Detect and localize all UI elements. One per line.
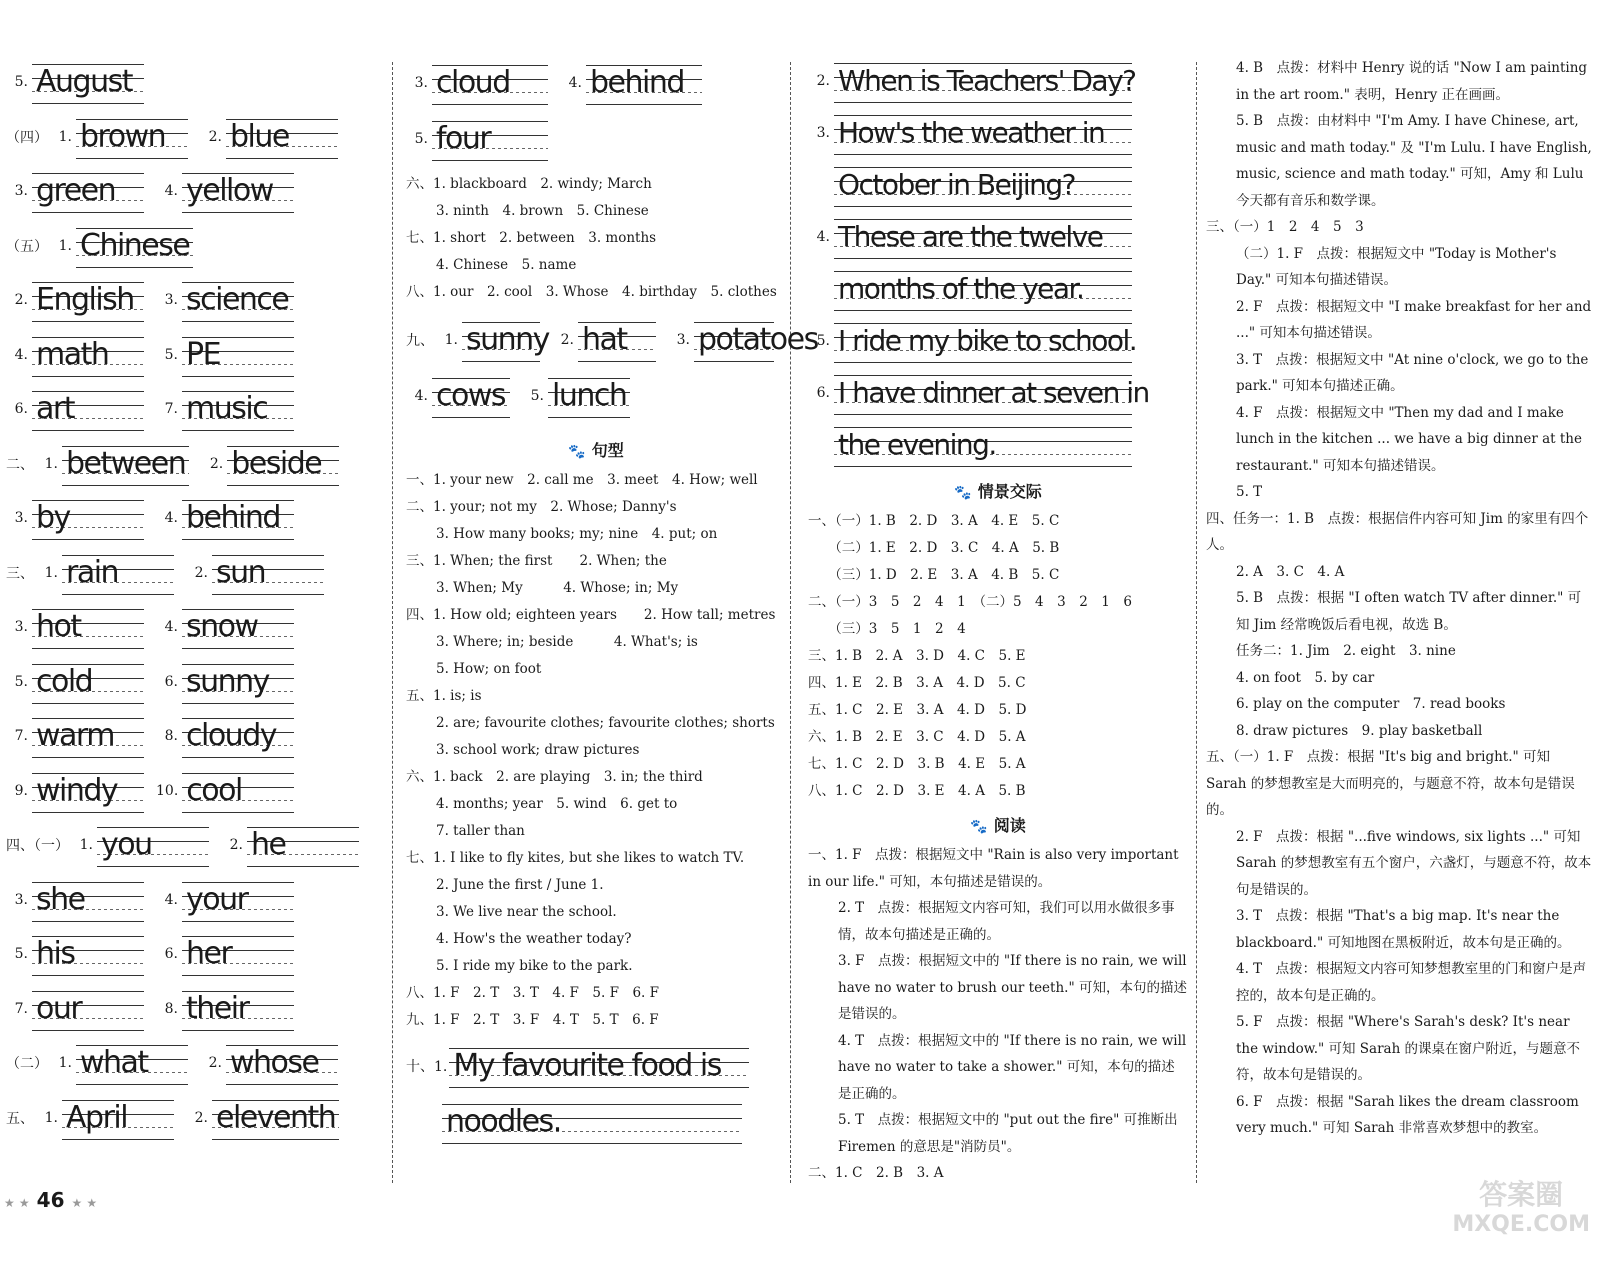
answer-line: 3. Where; in; beside 4. What's; is xyxy=(436,634,698,650)
handwriting-row xyxy=(6,655,386,710)
handwriting-row xyxy=(6,1091,386,1146)
section-title-situational-dialogue: 🐾 情景交际 xyxy=(954,482,1042,501)
handwritten-answer: potatoes xyxy=(694,318,774,362)
answer-line: 五、1. C 2. E 3. A 4. D 5. D xyxy=(808,702,1027,718)
writing-line xyxy=(808,263,1188,315)
answer-line: 七、1. C 2. D 3. B 4. E 5. A xyxy=(808,756,1026,772)
writing-line xyxy=(808,315,1188,367)
item-number: 4. xyxy=(568,75,582,91)
answer-paragraph: 5. T xyxy=(1236,484,1263,500)
handwritten-answer: yellow xyxy=(182,169,294,213)
section-label: 九、 xyxy=(406,333,434,349)
section-label: 二、 xyxy=(6,456,34,473)
answer-line: 六、1. B 2. E 3. C 4. D 5. A xyxy=(808,729,1026,745)
handwritten-answer: your xyxy=(182,878,294,922)
section-label: （五） xyxy=(6,238,48,255)
item-number: 3. xyxy=(816,125,830,141)
section-title-reading: 🐾 阅读 xyxy=(970,816,1026,835)
handwritten-answer: music xyxy=(182,387,294,431)
item-number: 4. xyxy=(816,229,830,245)
answer-line: 九、1. F 2. T 3. F 4. T 5. T 6. F xyxy=(406,1012,659,1028)
handwritten-answer: Chinese xyxy=(76,224,193,268)
answer-line: 一、（一）1. B 2. D 3. A 4. E 5. C xyxy=(808,513,1060,529)
handwritten-answer: windy xyxy=(32,769,144,813)
handwritten-answer: she xyxy=(32,878,144,922)
handwriting-row xyxy=(6,491,386,546)
answer-line: 三、1. B 2. A 3. D 4. C 5. E xyxy=(808,648,1026,664)
item-number: 6. xyxy=(14,401,28,418)
reading-answer: 2. T 点拨：根据短文内容可知，我们可以用水做很多事情，故本句描述是正确的。 xyxy=(838,900,1175,943)
handwritten-answer: behind xyxy=(182,496,294,540)
answer-line: 7. taller than xyxy=(436,823,525,839)
item-number: 1. xyxy=(444,332,458,348)
item-number: 4. xyxy=(164,183,178,200)
answer-line: 七、1. short 2. between 3. months xyxy=(406,230,657,246)
column-separator xyxy=(1196,62,1197,1183)
item-number: 6. xyxy=(816,385,830,401)
answer-line: 四、1. How old; eighteen years 2. How tall; metres xyxy=(406,607,776,623)
reading-answer: 3. F 点拨：根据短文中的 "If there is no rain, we will have no water to brush our teeth." 可知，本句的描述是错误的。 xyxy=(838,953,1187,1022)
handwritten-sentence: How's the weather in xyxy=(834,111,1132,155)
watermark: 答案圈 MXQE.COM xyxy=(1452,1178,1590,1237)
handwritten-answer: what xyxy=(76,1041,188,1085)
item-number: 5. xyxy=(530,388,544,404)
handwritten-answer: cold xyxy=(32,660,144,704)
item-number: 4. xyxy=(164,619,178,636)
handwriting-line: noodles. xyxy=(442,1100,742,1144)
answer-line: （三）3 5 1 2 4 xyxy=(808,621,966,637)
handwriting-row xyxy=(6,328,386,383)
writing-line xyxy=(808,367,1188,419)
handwriting-row xyxy=(406,55,786,111)
handwritten-answer: PE xyxy=(182,333,294,377)
handwritten-answer: blue xyxy=(226,115,338,159)
answer-paragraph: 4. F 点拨：根据短文中 "Then my dad and I make lunch in the kitchen ... we have a big dinner at the restaurant." 可知本句描述错误。 xyxy=(1236,404,1582,474)
handwritten-sentence: months of the year. xyxy=(834,267,1132,311)
handwriting-row xyxy=(6,764,386,819)
answer-paragraph: 4. B 点拨：材料中 Henry 说的话 "Now I am painting in the art room." 表明，Henry 正在画画。 xyxy=(1236,60,1588,103)
handwritten-answer: four xyxy=(432,117,548,161)
handwriting-row xyxy=(6,709,386,764)
handwritten-answer: by xyxy=(32,496,144,540)
answer-paragraph: 三、（一）1 2 4 5 3 xyxy=(1206,219,1364,235)
item-number: 2. xyxy=(208,1055,222,1072)
answer-paragraph: 5. B 点拨：根据 "I often watch TV after dinner." 可知 Jim 经常晚饭后看电视，故选 B。 xyxy=(1236,590,1582,633)
handwritten-answer: warm xyxy=(32,714,144,758)
answer-column-2 xyxy=(406,55,818,1195)
answer-line: 五、1. is; is xyxy=(406,688,482,704)
answer-line: 4. Chinese 5. name xyxy=(436,257,577,273)
item-number: 2. xyxy=(229,837,243,854)
section-label: （二） xyxy=(6,1056,48,1073)
handwriting-row xyxy=(406,111,786,167)
item-number: 5. xyxy=(14,673,28,690)
handwritten-answer: their xyxy=(182,987,294,1031)
item-number: 3. xyxy=(14,619,28,636)
section-label: （四） xyxy=(6,129,48,146)
handwriting-row xyxy=(6,110,386,165)
handwritten-answer: math xyxy=(32,333,144,377)
handwritten-answer: April xyxy=(62,1096,174,1140)
item-number: 10. xyxy=(156,782,179,799)
item-number: 5. xyxy=(14,74,28,91)
writing-line xyxy=(808,419,1188,471)
handwriting-row xyxy=(6,600,386,655)
answer-line: 八、1. our 2. cool 3. Whose 4. birthday 5. clothes xyxy=(406,284,777,300)
section-title-sentence-patterns: 🐾 句型 xyxy=(568,441,624,460)
handwriting-row xyxy=(406,368,786,424)
answer-line: 六、1. back 2. are playing 3. in; the third xyxy=(406,769,703,785)
item-number: 5. xyxy=(816,333,830,349)
answer-paragraph: 2. A 3. C 4. A xyxy=(1236,563,1345,580)
answer-paragraph: 四、任务一：1. B 点拨：根据信件内容可知 Jim 的家里有四个人。 xyxy=(1206,510,1589,553)
answer-line: 七、1. I like to fly kites, but she likes to watch TV. xyxy=(406,850,745,866)
handwritten-answer: hot xyxy=(32,605,144,649)
section-label: 四、（一） xyxy=(6,838,69,855)
handwriting-row xyxy=(6,818,386,873)
page-number: ★ ★ 46 ★ ★ xyxy=(4,1188,98,1212)
answer-line: 3. school work; draw pictures xyxy=(436,742,640,758)
item-number: 6. xyxy=(164,946,178,963)
handwritten-answer: you xyxy=(97,823,209,867)
item-number: 1. xyxy=(58,237,72,254)
answer-line: 二、1. your; not my 2. Whose; Danny's xyxy=(406,499,677,515)
handwritten-sentence: October in Beijing? xyxy=(834,163,1132,207)
handwriting-row xyxy=(6,382,386,437)
handwritten-answer: green xyxy=(32,169,144,213)
handwriting-row xyxy=(6,982,386,1037)
item-number: 4. xyxy=(164,891,178,908)
handwriting-row xyxy=(406,312,818,368)
item-number: 7. xyxy=(164,401,178,418)
handwritten-answer: behind xyxy=(586,61,702,105)
item-number: 5. xyxy=(164,346,178,363)
item-number: 1. xyxy=(44,1109,58,1126)
handwritten-answer: hat xyxy=(578,318,656,362)
handwritten-answer: eleventh xyxy=(212,1096,339,1140)
answer-paragraph: 8. draw pictures 9. play basketball xyxy=(1236,722,1483,739)
item-number: 2. xyxy=(208,128,222,145)
answer-column-1 xyxy=(6,55,386,1195)
handwriting-row xyxy=(6,1036,386,1091)
handwritten-answer: snow xyxy=(182,605,294,649)
item-number: 5. xyxy=(414,131,428,147)
column-separator xyxy=(790,62,791,1183)
answer-line: 3. ninth 4. brown 5. Chinese xyxy=(436,203,649,219)
handwritten-sentence: These are the twelve xyxy=(834,215,1132,259)
handwritten-answer: beside xyxy=(227,442,339,486)
answer-line: 六、1. blackboard 2. windy; March xyxy=(406,176,652,192)
item-number: 1. xyxy=(58,1055,72,1072)
handwritten-answer: her xyxy=(182,932,294,976)
handwriting-row xyxy=(6,273,386,328)
answer-line: 二、1. C 2. B 3. A xyxy=(808,1165,944,1181)
answer-line: 3. When; My 4. Whose; in; My xyxy=(436,580,679,596)
handwritten-answer: our xyxy=(32,987,144,1031)
handwriting-row xyxy=(6,55,386,110)
writing-line xyxy=(808,55,1188,107)
answer-line: 八、1. F 2. T 3. T 4. F 5. F 6. F xyxy=(406,985,660,1001)
answer-line: 3. How many books; my; nine 4. put; on xyxy=(436,526,718,542)
answer-line: 5. I ride my bike to the park. xyxy=(436,958,633,974)
handwritten-answer: August xyxy=(32,60,144,104)
section-label: 五、 xyxy=(6,1110,34,1127)
section-label: 三、 xyxy=(6,565,34,582)
answer-paragraph: 6. F 点拨：根据 "Sarah likes the dream classroom very much." 可知 Sarah 非常喜欢梦想中的教室。 xyxy=(1236,1093,1579,1136)
answer-line: 一、1. your new 2. call me 3. meet 4. How; well xyxy=(406,472,758,488)
item-number: 2. xyxy=(560,332,574,348)
item-number: 3. xyxy=(676,332,690,348)
paw-icon: 🐾 xyxy=(954,485,972,501)
star-icon: ★ ★ xyxy=(4,1196,30,1210)
handwriting-row xyxy=(6,164,386,219)
answer-line: （三）1. D 2. E 3. A 4. B 5. C xyxy=(808,567,1060,583)
item-number: 7. xyxy=(14,728,28,745)
answer-line: 2. are; favourite clothes; favourite clothes; shorts xyxy=(436,715,775,731)
answer-paragraph: 4. on foot 5. by car xyxy=(1236,669,1375,686)
handwritten-answer: between xyxy=(62,442,189,486)
paw-icon: 🐾 xyxy=(970,819,988,835)
answer-line: 3. We live near the school. xyxy=(436,904,617,920)
handwritten-answer: sunny xyxy=(182,660,294,704)
writing-line xyxy=(808,211,1188,263)
handwritten-answer: cloudy xyxy=(182,714,294,758)
answer-paragraph: 5. F 点拨：根据 "Where's Sarah's desk? It's near the window." 可知 Sarah 的课桌在窗户附近，与题意不符，故本句是错误的。 xyxy=(1236,1014,1581,1083)
answer-line: 八、1. C 2. D 3. E 4. A 5. B xyxy=(808,783,1026,799)
handwriting-row xyxy=(6,546,386,601)
handwritten-answer: English xyxy=(32,278,144,322)
item-number: 3. xyxy=(14,891,28,908)
handwritten-answer: his xyxy=(32,932,144,976)
answer-column-4 xyxy=(1206,55,1592,1195)
answer-paragraph: 任务二：1. Jim 2. eight 3. nine xyxy=(1236,643,1456,659)
handwritten-sentence: When is Teachers' Day? xyxy=(834,59,1132,103)
answer-paragraph: （二）1. F 点拨：根据短文中 "Today is Mother's Day." 可知本句描述错误。 xyxy=(1236,245,1557,288)
answer-paragraph: 3. T 点拨：根据 "That's a big map. It's near the blackboard." 可知地图在黑板附近，故本句是正确的。 xyxy=(1236,908,1571,951)
handwritten-answer: sun xyxy=(212,551,324,595)
item-number: 1. xyxy=(58,128,72,145)
answer-paragraph: 五、（一）1. F 点拨：根据 "It's big and bright." 可知 Sarah 的梦想教室是大而明亮的，与题意不符，故本句是错误的。 xyxy=(1206,749,1575,818)
item-number: 2. xyxy=(14,292,28,309)
handwriting-row xyxy=(6,873,386,928)
handwritten-sentence: I have dinner at seven in xyxy=(834,371,1132,415)
column-separator xyxy=(392,62,393,1183)
answer-line: 二、（一）3 5 2 4 1 （二）5 4 3 2 1 6 xyxy=(808,594,1132,610)
item-number: 2. xyxy=(209,455,224,472)
handwritten-answer: science xyxy=(182,278,294,322)
answer-line: 2. June the first / June 1. xyxy=(436,877,604,893)
handwritten-sentence: I ride my bike to school. xyxy=(834,319,1132,363)
item-number: 8. xyxy=(164,728,178,745)
item-number: 1. xyxy=(44,564,58,581)
item-number: 1. xyxy=(79,837,93,854)
answer-paragraph: 2. F 点拨：根据 "...five windows, six lights ..." 可知 Sarah 的梦想教室有五个窗户，六盏灯，与题意不符，故本句是错误的。 xyxy=(1236,828,1592,898)
item-number: 3. xyxy=(14,510,28,527)
handwritten-answer: cool xyxy=(182,769,294,813)
answer-paragraph: 5. B 点拨：由材料中 "I'm Amy. I have Chinese, art, music and math today." 及 "I'm Lulu. I have English, music, science and math today." 可知，Amy 和 Lulu 今天都有音乐和数学课。 xyxy=(1236,113,1592,209)
handwritten-answer: lunch xyxy=(548,374,630,418)
item-number: 3. xyxy=(14,183,28,200)
item-number: 2. xyxy=(816,73,830,89)
answer-paragraph: 2. F 点拨：根据短文中 "I make breakfast for her and ..." 可知本句描述错误。 xyxy=(1236,298,1592,341)
writing-line xyxy=(808,107,1188,159)
item-number: 3. xyxy=(414,75,428,91)
handwritten-answer: he xyxy=(247,823,359,867)
handwriting-row xyxy=(6,437,386,492)
star-icon: ★ ★ xyxy=(71,1196,98,1210)
handwriting-row xyxy=(6,219,386,274)
handwritten-answer: brown xyxy=(76,115,188,159)
item-number: 1. xyxy=(44,455,58,472)
handwritten-answer: whose xyxy=(226,1041,338,1085)
writing-line xyxy=(808,159,1188,211)
reading-answer: 4. T 点拨：根据短文中的 "If there is no rain, we will have no water to take a shower." 可知，本句的描述是正确的。 xyxy=(838,1032,1187,1102)
handwritten-answer: sunny xyxy=(462,318,540,362)
item-number: 7. xyxy=(14,1000,28,1017)
answer-line: （二）1. E 2. D 3. C 4. A 5. B xyxy=(808,540,1060,556)
answer-line: 5. How; on foot xyxy=(436,661,542,677)
answer-paragraph: 4. T 点拨：根据短文内容可知梦想教室里的门和窗户是声控的，故本句是正确的。 xyxy=(1236,961,1587,1004)
handwritten-answer: cows xyxy=(432,374,510,418)
item-number: 2. xyxy=(194,564,208,581)
answer-column-3 xyxy=(808,55,1188,1195)
item-number: 2. xyxy=(194,1109,208,1126)
item-number: 8. xyxy=(164,1000,178,1017)
answer-line: 4. months; year 5. wind 6. get to xyxy=(436,796,678,812)
item-number: 4. xyxy=(14,346,28,363)
handwriting-row xyxy=(6,927,386,982)
answer-line: 四、1. E 2. B 3. A 4. D 5. C xyxy=(808,675,1026,691)
reading-answer: 一、1. F 点拨：根据短文中 "Rain is also very important in our life." 可知，本句描述是错误的。 xyxy=(808,847,1179,890)
answer-paragraph: 3. T 点拨：根据短文中 "At nine o'clock, we go to the park." 可知本句描述正确。 xyxy=(1236,351,1589,394)
item-number: 3. xyxy=(164,292,178,309)
handwritten-answer: rain xyxy=(62,551,174,595)
item-number: 5. xyxy=(14,946,28,963)
item-number: 6. xyxy=(164,673,178,690)
handwriting-line: My favourite food is xyxy=(449,1044,749,1088)
answer-paragraph: 6. play on the computer 7. read books xyxy=(1236,696,1506,712)
answer-line: 三、1. When; the first 2. When; the xyxy=(406,553,667,569)
paw-icon: 🐾 xyxy=(568,444,586,460)
item-number: 4. xyxy=(164,510,178,527)
handwritten-answer: art xyxy=(32,387,144,431)
answer-line: 4. How's the weather today? xyxy=(436,931,632,947)
item-number: 9. xyxy=(14,782,28,799)
handwritten-answer: cloud xyxy=(432,61,548,105)
handwritten-sentence: the evening. xyxy=(834,423,1132,467)
writing-item-ten xyxy=(406,1038,786,1150)
reading-answer: 5. T 点拨：根据短文中的 "put out the fire" 可推断出 Firemen 的意思是"消防员"。 xyxy=(838,1112,1178,1155)
item-number: 4. xyxy=(414,388,428,404)
item-label: 十、1. xyxy=(406,1059,448,1075)
